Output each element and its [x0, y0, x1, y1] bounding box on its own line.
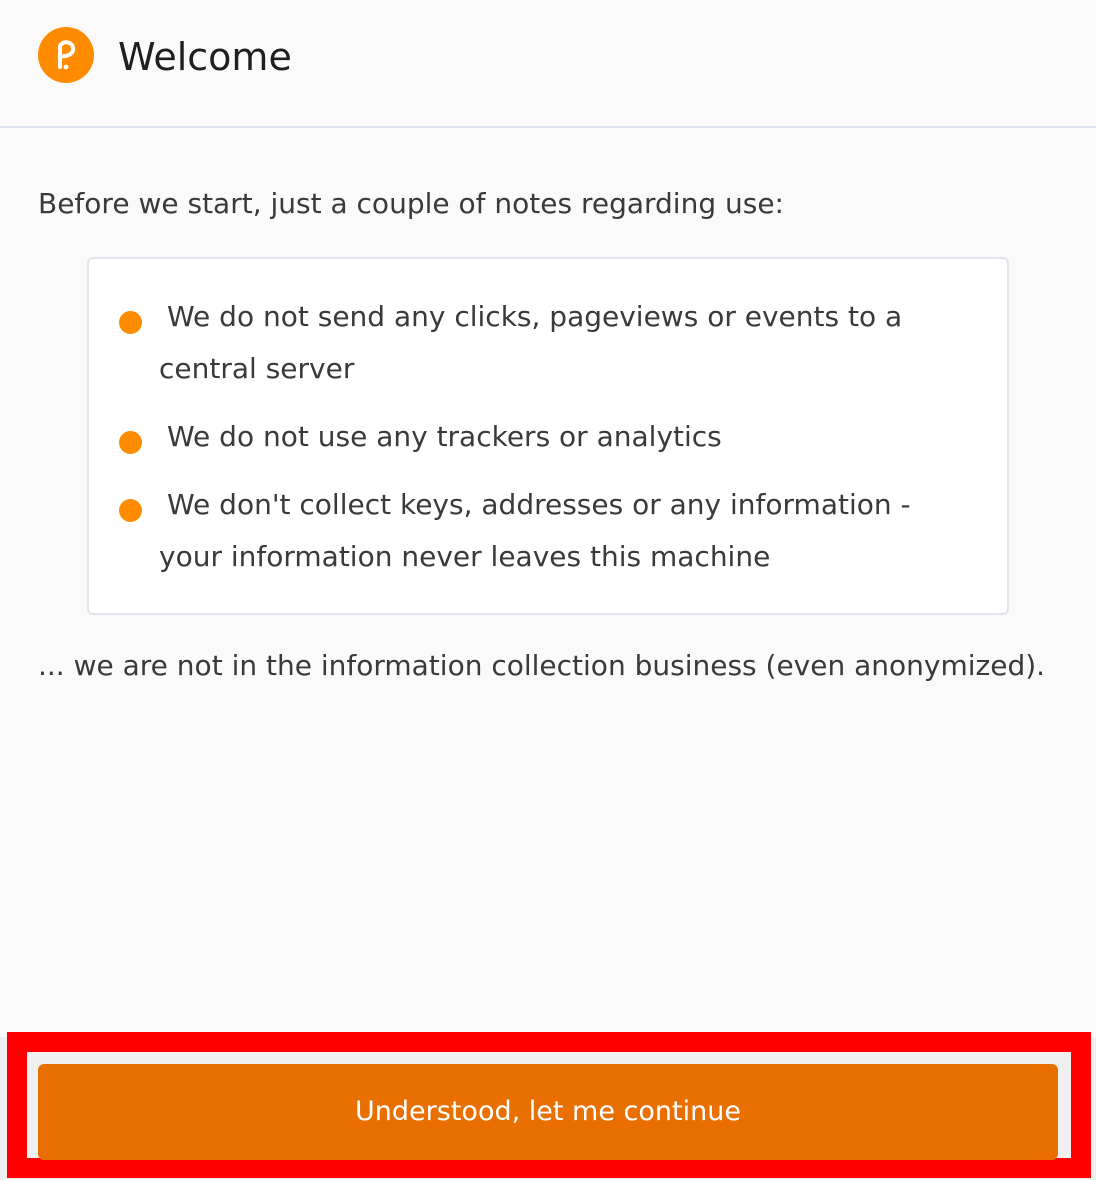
header — [0, 0, 1096, 128]
bullet-icon — [119, 311, 142, 334]
polkadot-logo-icon — [38, 27, 94, 83]
page-title: Welcome — [118, 35, 292, 79]
bullet-icon — [119, 499, 142, 522]
outro-text: ... we are not in the information collection business (even anonymized). — [38, 649, 1046, 682]
note-text: We do not send any clicks, pageviews or events to a central server — [159, 300, 903, 385]
intro-text: Before we start, just a couple of notes regarding use: — [38, 187, 784, 220]
notes-box — [87, 257, 1009, 615]
bullet-icon — [119, 431, 142, 454]
continue-button[interactable]: Understood, let me continue — [38, 1064, 1058, 1160]
note-text: We don't collect keys, addresses or any information - your information never leaves this machine — [159, 488, 911, 573]
note-text: We do not use any trackers or analytics — [167, 420, 722, 453]
